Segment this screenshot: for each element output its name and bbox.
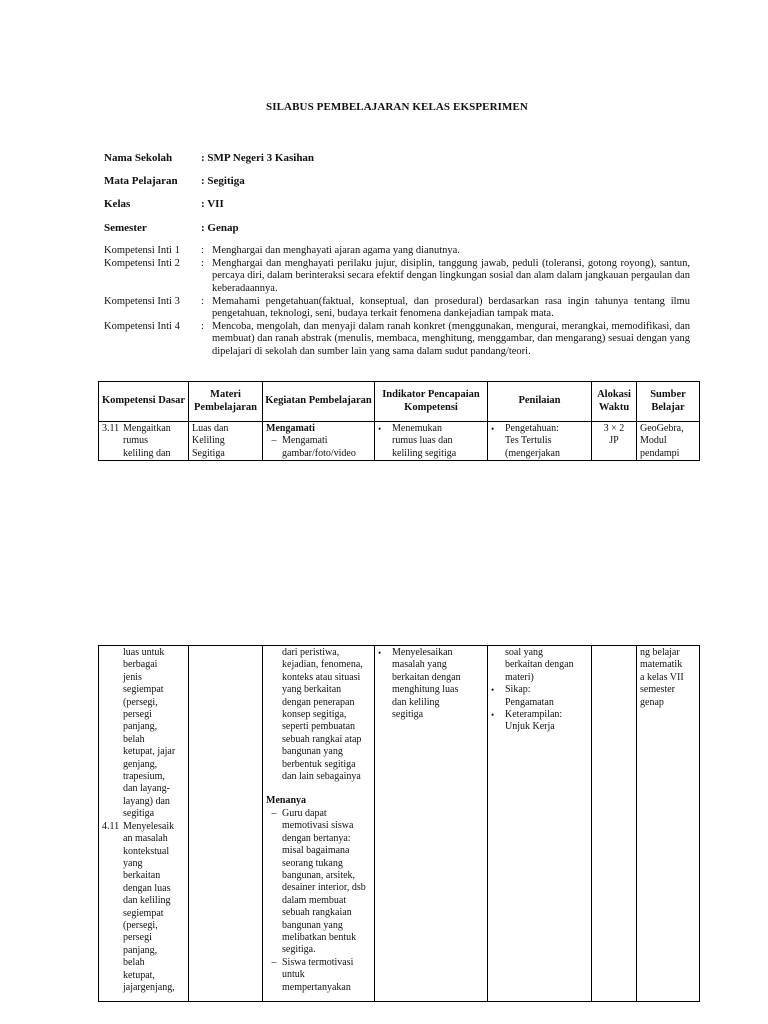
penilaian-line: materi) xyxy=(505,671,534,683)
row1-indikator xyxy=(375,422,488,461)
kegiatan-line: misal bagaimana xyxy=(282,845,350,857)
header-penilaian: Penilaian xyxy=(488,382,592,422)
info-value-mata-pelajaran: : Segitiga xyxy=(201,175,245,187)
kegiatan-line: konteks atau situasi xyxy=(282,671,361,683)
kegiatan-line: Siswa termotivasi xyxy=(282,956,354,968)
kd-line: kontekstual xyxy=(123,845,170,857)
ki-4-label: Kompetensi Inti 4 xyxy=(104,321,180,332)
sumber-line: semester xyxy=(640,684,675,696)
kd-line: dengan luas xyxy=(123,882,171,894)
kd-line: rumus xyxy=(123,435,148,447)
info-label-mata-pelajaran: Mata Pelajaran xyxy=(104,175,178,187)
ki-1-label: Kompetensi Inti 1 xyxy=(104,245,180,256)
penilaian-item-keterampilan xyxy=(491,709,588,734)
kd-line: dan layang- xyxy=(123,783,170,795)
alokasi-line: 3 × 2 xyxy=(603,423,625,434)
bullet-marker: • xyxy=(491,685,495,696)
kd-line: luas untuk xyxy=(123,647,165,658)
kegiatan-line: dengan penerapan xyxy=(282,696,355,708)
kd-line: segiempat xyxy=(123,907,164,919)
kegiatan-line: sebuah rangkai atap xyxy=(282,733,362,745)
bullet-marker: • xyxy=(491,710,495,721)
kegiatan-heading-mengamati: Mengamati xyxy=(266,423,315,434)
header-sumber-belajar: Sumber Belajar xyxy=(637,382,700,422)
kegiatan-line: bangunan, arsitek, xyxy=(282,869,356,881)
header-alokasi-waktu: Alokasi Waktu xyxy=(592,382,637,422)
kd-line: dan keliling xyxy=(123,895,171,907)
row1-kegiatan xyxy=(263,422,375,461)
penilaian-line: Sikap: xyxy=(505,684,531,696)
header-kegiatan-pembelajaran: Kegiatan Pembelajaran xyxy=(263,382,375,422)
row1-penilaian xyxy=(488,422,592,461)
indikator-line: dan keliling xyxy=(392,696,440,708)
indikator-line: menghitung luas xyxy=(392,684,459,696)
row2-kegiatan xyxy=(263,646,375,1002)
penilaian-line: Keterampilan: xyxy=(505,709,563,721)
sumber-line: Modul xyxy=(640,435,667,447)
kd-line: panjang, xyxy=(123,721,158,733)
kegiatan-line: yang berkaitan xyxy=(282,684,342,696)
dash-marker: – xyxy=(271,956,277,968)
alokasi-line: JP xyxy=(609,435,619,447)
bullet-marker: • xyxy=(378,648,382,658)
kd-3-11 xyxy=(102,423,185,435)
kegiatan-line: mempertanyakan xyxy=(282,981,351,993)
indikator-item xyxy=(378,647,484,721)
header-materi-pembelajaran: Materi Pembelajaran xyxy=(189,382,263,422)
row2-sumber xyxy=(637,646,700,1002)
kd-line: segiempat xyxy=(123,684,164,696)
kd-line: an masalah xyxy=(123,833,168,845)
kd-number: 4.11 xyxy=(102,820,120,832)
row1-kompetensi-dasar xyxy=(99,422,189,461)
kd-line: ketupat, xyxy=(123,969,155,981)
penilaian-line: soal yang xyxy=(505,647,544,658)
kd-line: berbagai xyxy=(123,659,158,671)
kegiatan-line: desainer interior, dsb xyxy=(282,882,366,894)
kegiatan-line: untuk xyxy=(282,969,305,981)
ki-2-colon: : xyxy=(201,258,204,269)
kegiatan-line: memotivasi siswa xyxy=(282,820,354,832)
kegiatan-item xyxy=(266,435,371,460)
sumber-line: matematik xyxy=(640,659,683,671)
sumber-line: a kelas VII xyxy=(640,671,684,683)
kegiatan-line: bangunan yang xyxy=(282,746,343,758)
kegiatan-line: dengan bertanya: xyxy=(282,832,351,844)
kd-line: persegi xyxy=(123,709,152,721)
indikator-line: rumus luas dan xyxy=(392,435,453,447)
sumber-line: GeoGebra, xyxy=(640,423,684,434)
penilaian-line: berkaitan dengan xyxy=(505,659,574,671)
row2-materi xyxy=(189,646,263,1002)
penilaian-line: Unjuk Kerja xyxy=(505,721,555,733)
kd-line: yang xyxy=(123,857,143,869)
penilaian-item-sikap xyxy=(491,684,588,709)
ki-2-text: Menghargai dan menghayati perilaku jujur, disiplin, tanggung jawab, peduli (toleransi, gotong royong), santun, percaya diri, dalam berinteraksi secara efektif dengan lingkungan sosial dan alam dalam jangkauan pergaulan dan keberadaannya. xyxy=(212,258,690,294)
kegiatan-line: seperti pembuatan xyxy=(282,721,356,733)
indikator-line: keliling segitiga xyxy=(392,447,457,459)
syllabus-table-page2 xyxy=(98,645,700,1002)
kegiatan-line: seorang tukang xyxy=(282,857,343,869)
ki-2-label: Kompetensi Inti 2 xyxy=(104,258,180,269)
kd-line: trapesium, xyxy=(123,771,165,783)
kd-line: Menyelesaik xyxy=(123,820,175,832)
indikator-line: segitiga xyxy=(392,709,424,721)
ki-1-colon: : xyxy=(201,245,204,256)
kegiatan-line: melibatkan bentuk xyxy=(282,931,357,943)
ki-3-colon: : xyxy=(201,296,204,307)
kegiatan-line: Mengamati xyxy=(282,435,328,447)
row1-alokasi xyxy=(592,422,637,461)
syllabus-table-page1 xyxy=(98,381,700,461)
page-title: SILABUS PEMBELAJARAN KELAS EKSPERIMEN xyxy=(266,101,528,113)
indikator-line: Menemukan xyxy=(392,423,442,434)
kd-line: ketupat, jajar xyxy=(123,746,176,758)
kd-4-11 xyxy=(102,821,185,833)
info-label-semester: Semester xyxy=(104,222,147,234)
penilaian-line: Pengamatan xyxy=(505,696,554,708)
ki-1-text: Menghargai dan menghayati ajaran agama yang dianutnya. xyxy=(212,245,460,256)
kegiatan-line: dan lain sebagainya xyxy=(282,771,361,783)
kd-line: layang) dan xyxy=(123,795,170,807)
kegiatan-line: gambar/foto/video xyxy=(282,447,356,459)
kegiatan-line: bangunan yang xyxy=(282,919,343,931)
indikator-line: berkaitan dengan xyxy=(392,671,461,683)
ki-4-colon: : xyxy=(201,321,204,332)
kegiatan-line: dari peristiwa, xyxy=(282,647,340,658)
kegiatan-line: konsep segitiga, xyxy=(282,709,347,721)
info-label-kelas: Kelas xyxy=(104,198,131,210)
header-kompetensi-dasar: Kompetensi Dasar xyxy=(99,382,189,422)
kegiatan-line: kejadian, fenomena, xyxy=(282,659,363,671)
indikator-line: masalah yang xyxy=(392,659,447,671)
kegiatan-item xyxy=(266,957,371,994)
kegiatan-line: sebuah rangkaian xyxy=(282,907,352,919)
ki-3-label: Kompetensi Inti 3 xyxy=(104,296,180,307)
kd-line: persegi xyxy=(123,932,152,944)
info-value-nama-sekolah: : SMP Negeri 3 Kasihan xyxy=(201,152,315,164)
kd-line: keliling dan xyxy=(123,447,171,459)
sumber-line: genap xyxy=(640,696,664,708)
dash-marker: – xyxy=(271,807,277,819)
sumber-line: pendampi xyxy=(640,447,680,459)
sumber-line: ng belajar xyxy=(640,647,680,658)
materi-line: Segitiga xyxy=(192,447,225,459)
penilaian-line: (mengerjakan xyxy=(505,447,560,459)
kd-number: 3.11 xyxy=(102,423,120,434)
bullet-marker: • xyxy=(491,424,495,434)
kd-line: (persegi, xyxy=(123,696,158,708)
row2-alokasi xyxy=(592,646,637,1002)
row2-indikator xyxy=(375,646,488,1002)
kegiatan-line: dalam membuat xyxy=(282,894,347,906)
info-value-semester: : Genap xyxy=(201,222,239,234)
bullet-marker: • xyxy=(378,424,382,434)
kd-line: berkaitan xyxy=(123,870,161,882)
kd-line: jenis xyxy=(123,671,142,683)
kd-line: belah xyxy=(123,957,145,969)
kd-line: genjang, xyxy=(123,758,158,770)
kd-line: segitiga xyxy=(123,808,155,820)
kegiatan-line: segitiga. xyxy=(282,944,316,956)
materi-line: Luas dan xyxy=(192,423,229,434)
dash-marker: – xyxy=(271,435,277,447)
header-indikator: Indikator Pencapaian Kompetensi xyxy=(375,382,488,422)
kd-line: Mengaitkan xyxy=(123,423,171,434)
row1-materi xyxy=(189,422,263,461)
materi-line: Keliling xyxy=(192,435,225,447)
info-value-kelas: : VII xyxy=(201,198,224,210)
kegiatan-line: berbentuk segitiga xyxy=(282,758,356,770)
kegiatan-heading-menanya: Menanya xyxy=(266,795,306,807)
row2-kompetensi-dasar xyxy=(99,646,189,1002)
penilaian-line: Pengetahuan: xyxy=(505,423,559,434)
penilaian-item xyxy=(491,423,588,460)
kegiatan-line: Guru dapat xyxy=(282,807,327,819)
kd-line: panjang, xyxy=(123,944,158,956)
row1-sumber xyxy=(637,422,700,461)
kd-line: belah xyxy=(123,733,145,745)
ki-3-text: Memahami pengetahuan(faktual, konseptual, dan prosedural) berdasarkan rasa ingin tahunya tentang ilmu pengetahuan, teknologi, seni, budaya terkait fenomena dankejadian tampak mata. xyxy=(212,296,690,320)
penilaian-line: Tes Tertulis xyxy=(505,435,552,447)
indikator-line: Menyelesaikan xyxy=(392,647,453,658)
info-label-nama-sekolah: Nama Sekolah xyxy=(104,152,173,164)
row2-penilaian xyxy=(488,646,592,1002)
kd-line: jajargenjang, xyxy=(123,981,175,993)
indikator-item xyxy=(378,423,484,460)
kegiatan-item xyxy=(266,808,371,957)
ki-4-text: Mencoba, mengolah, dan menyaji dalam ranah konkret (menggunakan, mengurai, merangkai, memodifikasi, dan membuat) dan ranah abstrak (menulis, membaca, menghitung, menggambar, dan mengarang) sesuai dengan yang dipelajari di sekolah dan sumber lain yang sama dalam sudut pandang/teori. xyxy=(212,321,690,357)
kd-line: (persegi, xyxy=(123,919,158,931)
